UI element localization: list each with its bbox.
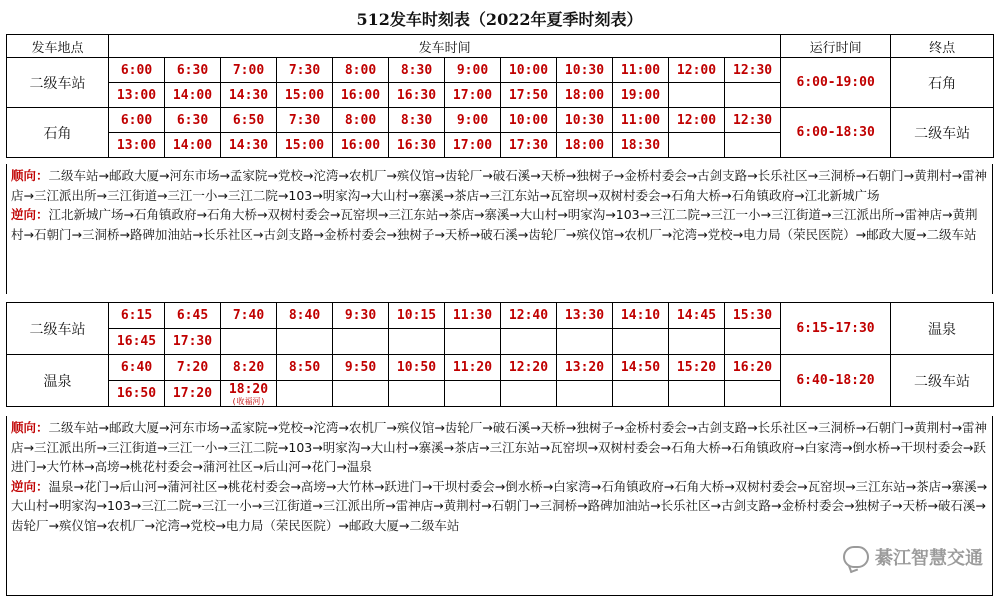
time-value: 16:30 bbox=[396, 87, 437, 103]
departure-time bbox=[725, 355, 781, 381]
departure-time bbox=[613, 329, 669, 355]
time-value: 12:00 bbox=[676, 62, 717, 78]
departure-time bbox=[501, 355, 557, 381]
time-value: 18:00 bbox=[564, 137, 605, 153]
departure-time bbox=[389, 133, 445, 158]
departure-time bbox=[277, 381, 333, 407]
time-value: 9:50 bbox=[344, 360, 377, 375]
departure-time bbox=[389, 58, 445, 83]
time-value: 17:30 bbox=[508, 137, 549, 153]
time-value: 8:50 bbox=[288, 360, 321, 375]
run-time: 6:00-19:00 bbox=[781, 58, 891, 108]
forward-route: 二级车站→邮政大厦→河东市场→孟家院→党校→沱湾→农机厂→殡仪馆→齿轮厂→破石溪→天桥→独树子→金桥村委会→古剑支路→长乐社区→三洞桥→石朝门→黄荆村→雷神店→三江派出所→三江街道→三江一小→三江二院→103→明家沟→大山村→寨溪→茶店→三江东站→瓦窑坝→双树村委会→石角大桥→石角镇政府→江北新城广场 bbox=[11, 168, 988, 203]
reverse-label: 逆向： bbox=[11, 478, 49, 494]
departure-time bbox=[613, 133, 669, 158]
departure-time bbox=[333, 133, 389, 158]
departure-time bbox=[445, 381, 501, 407]
time-value: 14:00 bbox=[172, 137, 213, 153]
header-row bbox=[7, 35, 994, 58]
time-value: 17:00 bbox=[452, 87, 493, 103]
time-value: 16:50 bbox=[116, 386, 157, 401]
time-value: 10:50 bbox=[396, 360, 437, 375]
departure-time bbox=[501, 303, 557, 329]
schedule-row bbox=[7, 303, 994, 329]
departure-time bbox=[109, 303, 165, 329]
time-value: 6:00 bbox=[120, 112, 153, 128]
time-value: 17:50 bbox=[508, 87, 549, 103]
terminal-station: 温泉 bbox=[891, 303, 994, 355]
departure-time bbox=[333, 83, 389, 108]
departure-station: 石角 bbox=[7, 108, 109, 158]
time-value: 8:30 bbox=[400, 112, 433, 128]
time-value: 13:30 bbox=[564, 308, 605, 323]
departure-time bbox=[165, 381, 221, 407]
departure-time bbox=[221, 381, 277, 407]
time-value: 15:20 bbox=[676, 360, 717, 375]
header-station: 发车地点 bbox=[7, 35, 109, 58]
time-value: 12:30 bbox=[733, 112, 773, 128]
time-value: 9:00 bbox=[456, 62, 489, 78]
departure-time bbox=[557, 355, 613, 381]
time-value: 6:40 bbox=[120, 360, 153, 375]
departure-time bbox=[669, 355, 725, 381]
page-title: 512发车时刻表（2022年夏季时刻表） bbox=[356, 10, 643, 29]
time-value: 7:30 bbox=[288, 112, 321, 128]
departure-time bbox=[501, 381, 557, 407]
time-value: 12:20 bbox=[508, 360, 549, 375]
time-value: 10:30 bbox=[564, 62, 605, 78]
departure-time bbox=[557, 303, 613, 329]
time-value: 7:00 bbox=[232, 62, 265, 78]
time-value: 8:30 bbox=[400, 62, 433, 78]
terminal-station: 二级车站 bbox=[891, 355, 994, 407]
departure-time bbox=[557, 329, 613, 355]
departure-time bbox=[669, 329, 725, 355]
time-value: 10:00 bbox=[508, 112, 549, 128]
time-value: 16:00 bbox=[340, 137, 381, 153]
time-value: 14:30 bbox=[228, 87, 269, 103]
departure-time bbox=[277, 108, 333, 133]
time-value: 6:15 bbox=[120, 308, 153, 323]
schedule-row bbox=[7, 58, 994, 83]
departure-time bbox=[109, 108, 165, 133]
time-value: 14:00 bbox=[172, 87, 213, 103]
departure-time bbox=[221, 58, 277, 83]
departure-time bbox=[725, 133, 781, 158]
header-terminal: 终点 bbox=[891, 35, 994, 58]
time-value: 12:40 bbox=[508, 308, 549, 323]
departure-time bbox=[501, 329, 557, 355]
reverse-route: 江北新城广场→石角镇政府→石角大桥→双树村委会→瓦窑坝→三江东站→茶店→寨溪→大山村→明家沟→103→三江二院→三江一小→三江街道→三江派出所→雷神店→黄荆村→石朝门→三洞桥→路碑加油站→长乐社区→古剑支路→金桥村委会→独树子→天桥→破石溪→齿轮厂→殡仪馆→农机厂→沱湾→党校→电力局（荣民医院）→邮政大厦→二级车站 bbox=[11, 207, 978, 242]
route-description-1 bbox=[6, 164, 993, 294]
run-time: 6:40-18:20 bbox=[781, 355, 891, 407]
time-value: 10:30 bbox=[564, 112, 605, 128]
time-value: 13:20 bbox=[564, 360, 605, 375]
time-value: 6:30 bbox=[176, 112, 209, 128]
departure-time bbox=[445, 329, 501, 355]
departure-time bbox=[333, 58, 389, 83]
departure-time bbox=[277, 329, 333, 355]
time-value: 16:45 bbox=[116, 334, 157, 349]
departure-time bbox=[613, 108, 669, 133]
departure-time bbox=[109, 133, 165, 158]
departure-time bbox=[221, 303, 277, 329]
departure-time bbox=[613, 381, 669, 407]
schedule-row bbox=[7, 108, 994, 133]
forward-label: 顺向： bbox=[11, 420, 49, 435]
departure-time bbox=[669, 133, 725, 158]
departure-time bbox=[501, 58, 557, 83]
departure-time bbox=[333, 303, 389, 329]
departure-time bbox=[669, 108, 725, 133]
header-run: 运行时间 bbox=[781, 35, 891, 58]
departure-time bbox=[165, 303, 221, 329]
time-value: 14:10 bbox=[620, 308, 661, 323]
time-value: 6:50 bbox=[232, 112, 265, 128]
run-time: 6:00-18:30 bbox=[781, 108, 891, 158]
time-value: 7:40 bbox=[232, 308, 265, 323]
time-value: 15:00 bbox=[284, 87, 325, 103]
departure-time bbox=[725, 58, 781, 83]
departure-time bbox=[165, 355, 221, 381]
terminal-station: 二级车站 bbox=[891, 108, 994, 158]
departure-time bbox=[557, 381, 613, 407]
departure-time bbox=[221, 83, 277, 108]
departure-time bbox=[669, 58, 725, 83]
departure-time bbox=[389, 83, 445, 108]
departure-time bbox=[445, 108, 501, 133]
departure-station: 二级车站 bbox=[7, 58, 109, 108]
departure-time bbox=[109, 83, 165, 108]
time-value: 14:30 bbox=[228, 137, 269, 153]
time-value: 10:00 bbox=[508, 62, 549, 78]
departure-time bbox=[669, 303, 725, 329]
timetable-sheet bbox=[2, 2, 997, 600]
departure-time bbox=[613, 83, 669, 108]
departure-time bbox=[333, 381, 389, 407]
departure-time bbox=[669, 381, 725, 407]
time-value: 8:20 bbox=[232, 360, 265, 375]
block2-body bbox=[7, 303, 994, 407]
time-value: 15:30 bbox=[732, 308, 773, 323]
departure-time bbox=[445, 303, 501, 329]
departure-time bbox=[445, 58, 501, 83]
reverse-route: 温泉→花门→后山河→蒲河社区→桃花村委会→高塝→大竹林→跃进门→干坝村委会→倒水桥→白家湾→石角镇政府→石角大桥→双树村委会→瓦窑坝→三江东站→茶店→寨溪→大山村→明家沟→103→三江二院→三江一小→三江街道→三江派出所→雷神店→黄荆村→石朝门→三洞桥→路碑加油站→长乐社区→古剑支路→金桥村委会→独树子→天桥→破石溪→齿轮厂→殡仪馆→农机厂→沱湾→党校→电力局（荣民医院）→邮政大厦→二级车站 bbox=[11, 478, 988, 533]
time-value: 8:00 bbox=[344, 112, 377, 128]
departure-time bbox=[725, 303, 781, 329]
time-value: 8:40 bbox=[288, 308, 321, 323]
departure-time bbox=[277, 355, 333, 381]
departure-time bbox=[165, 108, 221, 133]
departure-time bbox=[277, 303, 333, 329]
departure-time bbox=[165, 329, 221, 355]
time-value: 16:30 bbox=[396, 137, 437, 153]
time-value: 6:30 bbox=[176, 62, 209, 78]
departure-time bbox=[389, 355, 445, 381]
timetable-bottom bbox=[6, 302, 994, 407]
departure-time bbox=[165, 58, 221, 83]
time-value: 6:00 bbox=[120, 62, 153, 78]
departure-time bbox=[165, 133, 221, 158]
departure-time bbox=[501, 83, 557, 108]
departure-time bbox=[109, 329, 165, 355]
time-value: 11:00 bbox=[620, 112, 661, 128]
time-value: 11:20 bbox=[452, 360, 493, 375]
time-value: 7:30 bbox=[288, 62, 321, 78]
departure-time bbox=[221, 108, 277, 133]
time-value: 17:20 bbox=[172, 386, 213, 401]
departure-time bbox=[725, 108, 781, 133]
departure-time bbox=[109, 355, 165, 381]
departure-time bbox=[109, 381, 165, 407]
departure-time bbox=[501, 108, 557, 133]
forward-route: 二级车站→邮政大厦→河东市场→孟家院→党校→沱湾→农机厂→殡仪馆→齿轮厂→破石溪→天桥→独树子→金桥村委会→古剑支路→长乐社区→三洞桥→石朝门→黄荆村→雷神店→三江派出所→三江街道→三江一小→三江二院→103→明家沟→大山村→寨溪→茶店→三江东站→瓦窑坝→双树村委会→石角大桥→石角镇政府→白家湾→倒水桥→干坝村委会→跃进门→大竹林→高塝→桃花村委会→蒲河社区→后山河→花门→温泉 bbox=[11, 420, 988, 474]
block1-body bbox=[7, 58, 994, 158]
time-value: 13:00 bbox=[116, 137, 157, 153]
departure-time bbox=[613, 58, 669, 83]
departure-time bbox=[333, 108, 389, 133]
departure-time bbox=[557, 58, 613, 83]
time-value: 10:15 bbox=[396, 308, 437, 323]
time-value: 7:20 bbox=[176, 360, 209, 375]
time-value: 17:30 bbox=[172, 334, 213, 349]
departure-time bbox=[389, 303, 445, 329]
time-value: 19:00 bbox=[620, 87, 661, 103]
departure-time bbox=[725, 381, 781, 407]
wechat-bubble-icon bbox=[843, 546, 869, 568]
departure-time bbox=[221, 329, 277, 355]
time-value: 11:00 bbox=[620, 62, 661, 78]
departure-time bbox=[501, 133, 557, 158]
watermark-text: 綦江智慧交通 bbox=[875, 548, 983, 569]
forward-label: 顺向： bbox=[11, 168, 49, 183]
departure-time bbox=[277, 133, 333, 158]
time-value: 9:00 bbox=[456, 112, 489, 128]
timetable-top bbox=[6, 34, 994, 158]
schedule-row bbox=[7, 355, 994, 381]
time-value: 18:30 bbox=[620, 137, 661, 153]
time-value: 17:00 bbox=[452, 137, 493, 153]
departure-time bbox=[613, 303, 669, 329]
time-note: (收福河) bbox=[231, 396, 266, 406]
time-value: 14:45 bbox=[676, 308, 717, 323]
time-value: 18:20 bbox=[228, 381, 269, 397]
departure-time bbox=[613, 355, 669, 381]
time-value: 8:00 bbox=[344, 62, 377, 78]
time-value: 16:00 bbox=[340, 87, 381, 103]
time-value: 13:00 bbox=[116, 87, 157, 103]
departure-time bbox=[389, 329, 445, 355]
departure-time bbox=[445, 355, 501, 381]
departure-time bbox=[221, 355, 277, 381]
departure-time bbox=[333, 355, 389, 381]
departure-station: 二级车站 bbox=[7, 303, 109, 355]
departure-time bbox=[445, 83, 501, 108]
time-value: 16:20 bbox=[732, 360, 773, 375]
departure-time bbox=[277, 83, 333, 108]
time-value: 11:30 bbox=[452, 308, 493, 323]
departure-time bbox=[221, 133, 277, 158]
time-value: 18:00 bbox=[564, 87, 605, 103]
departure-time bbox=[109, 58, 165, 83]
departure-time bbox=[277, 58, 333, 83]
departure-time bbox=[557, 133, 613, 158]
time-value: 9:30 bbox=[344, 308, 377, 323]
departure-time bbox=[725, 83, 781, 108]
time-value: 12:00 bbox=[676, 112, 717, 128]
time-value: 15:00 bbox=[284, 137, 325, 153]
departure-time bbox=[389, 381, 445, 407]
time-value: 6:45 bbox=[176, 308, 209, 323]
time-value: 14:50 bbox=[620, 360, 661, 375]
departure-time bbox=[725, 329, 781, 355]
run-time: 6:15-17:30 bbox=[781, 303, 891, 355]
reverse-label: 逆向： bbox=[11, 207, 49, 222]
terminal-station: 石角 bbox=[891, 58, 994, 108]
departure-time bbox=[557, 83, 613, 108]
departure-time bbox=[445, 133, 501, 158]
watermark bbox=[843, 544, 983, 570]
departure-time bbox=[389, 108, 445, 133]
departure-time bbox=[669, 83, 725, 108]
departure-time bbox=[557, 108, 613, 133]
departure-time bbox=[165, 83, 221, 108]
departure-time bbox=[333, 329, 389, 355]
header-time: 发车时间 bbox=[109, 35, 781, 58]
time-value: 12:30 bbox=[733, 62, 773, 78]
departure-station: 温泉 bbox=[7, 355, 109, 407]
